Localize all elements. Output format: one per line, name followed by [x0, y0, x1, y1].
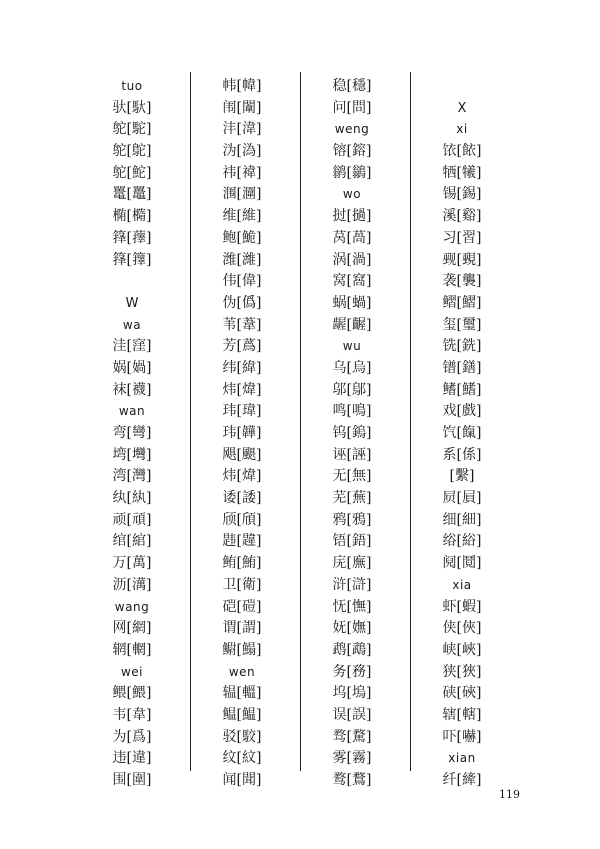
character-entry: 纬[緯]	[222, 359, 262, 376]
character-entry: 鳁[鰛]	[222, 706, 262, 723]
character-entry: 沥[澫]	[112, 576, 152, 593]
character-entry: 帏[幃]	[222, 78, 262, 94]
character-entry: 韦[韋]	[112, 706, 152, 723]
character-entry: 祎[褘]	[222, 164, 262, 181]
character-entry: 椭[橢]	[112, 208, 152, 225]
character-entry: 玮[瑋]	[222, 403, 262, 420]
character-entry: 颀[頎]	[222, 511, 262, 528]
character-entry: 涡[渦]	[332, 251, 372, 268]
character-entry: 辖[轄]	[442, 706, 482, 723]
character-entry: 芜[蕪]	[332, 490, 372, 507]
character-entry: 涠[潿]	[222, 186, 262, 203]
pinyin-heading: weng	[334, 122, 370, 137]
character-entry: 卫[衛]	[222, 576, 262, 593]
character-entry: 挝[撾]	[332, 208, 372, 225]
character-entry: 邬[鄔]	[332, 381, 372, 398]
character-entry: 吓[嚇]	[442, 728, 482, 745]
character-entry: 鼍[鼉]	[112, 186, 152, 203]
character-entry: 韪[韙]	[222, 533, 262, 550]
character-entry: 牺[犧]	[442, 164, 482, 181]
character-entry: 鸦[鴉]	[332, 511, 372, 528]
character-entry: 务[務]	[332, 663, 372, 680]
character-entry: 饻[餏]	[442, 143, 482, 160]
character-entry: 鹟[鶲]	[332, 164, 372, 181]
character-entry: 辒[轀]	[222, 685, 262, 702]
character-entry: 鳍[鰭]	[442, 381, 482, 398]
character-entry: 龌[齷]	[332, 316, 372, 333]
character-entry: 箨[籜]	[112, 251, 152, 268]
character-entry: 飓[颶]	[222, 446, 262, 463]
character-entry: 维[維]	[222, 208, 262, 225]
character-entry: 钨[鎢]	[332, 425, 372, 441]
pinyin-heading: xia	[452, 577, 472, 592]
character-entry: 乌[烏]	[332, 359, 372, 376]
character-entry: 稳[穩]	[332, 78, 372, 94]
character-entry: 镕[鎔]	[332, 143, 372, 160]
character-entry: 铣[銑]	[442, 338, 482, 355]
character-entry: 万[萬]	[112, 555, 152, 572]
pinyin-heading: wa	[122, 317, 142, 332]
character-entry: 鸣[鳴]	[332, 403, 372, 420]
character-entry: 鳚[鰨]	[222, 641, 262, 658]
character-entry: 硙[磑]	[222, 598, 262, 615]
character-entry: 细[細]	[442, 511, 482, 528]
character-entry: 伪[僞]	[222, 294, 262, 311]
character-entry: 袜[襪]	[112, 381, 152, 398]
section-letter: X	[457, 100, 467, 116]
spacer	[412, 76, 512, 98]
character-entry: 鸵[鮀]	[112, 164, 152, 181]
pinyin-heading: tuo	[121, 79, 143, 93]
character-entry: 绾[綰]	[112, 533, 152, 550]
pinyin-heading: wen	[228, 664, 256, 679]
character-entry: 谓[謂]	[222, 620, 262, 637]
pinyin-heading: wu	[342, 339, 362, 354]
character-entry: 塆[壪]	[112, 446, 152, 463]
character-entry: 玺[璽]	[442, 316, 482, 333]
character-entry: 雾[霧]	[332, 750, 372, 767]
character-entry: 鹉[鵡]	[332, 641, 372, 658]
character-entry: 无[無]	[332, 468, 372, 485]
character-entry: 问[問]	[332, 99, 372, 116]
character-entry: 闻[聞]	[222, 772, 262, 788]
character-entry: 袭[襲]	[442, 273, 482, 290]
character-entry: 系[係]	[442, 446, 482, 463]
character-entry: 溪[谿]	[442, 208, 482, 225]
character-entry: 习[習]	[442, 229, 482, 246]
character-entry: 妩[嫵]	[332, 620, 372, 637]
character-entry: 洼[窪]	[112, 338, 152, 355]
character-entry: [繫]	[449, 468, 475, 485]
character-entry: 鳛[鰼]	[442, 294, 482, 311]
character-entry: 镨[鐥]	[442, 359, 482, 376]
character-entry: 屃[屓]	[442, 490, 482, 507]
character-entry: 违[違]	[112, 750, 152, 767]
character-entry: 炜[煒]	[222, 381, 262, 398]
character-entry: 铻[鋙]	[332, 533, 372, 550]
character-entry: 鸵[駝]	[112, 121, 152, 138]
character-entry: 戏[戲]	[442, 403, 482, 420]
character-entry: 误[誤]	[332, 706, 372, 723]
character-entry: 侠[俠]	[442, 620, 482, 637]
character-entry: 驳[駮]	[222, 728, 262, 745]
character-entry: 弯[彎]	[112, 425, 152, 441]
character-entry: 纨[紈]	[112, 490, 152, 507]
column-divider	[410, 72, 411, 771]
character-entry: 玮[韡]	[222, 425, 262, 441]
character-entry: 虾[蝦]	[442, 598, 482, 615]
character-entry: 骛[騖]	[332, 728, 372, 745]
character-entry: 浒[滸]	[332, 576, 372, 593]
character-entry: 觋[覡]	[442, 251, 482, 268]
character-entry: 伟[偉]	[222, 273, 262, 290]
character-entry: 鹜[鶩]	[332, 772, 372, 788]
page-number: 119	[499, 788, 520, 801]
character-entry: 辋[輞]	[112, 641, 152, 658]
column-1	[82, 76, 182, 792]
character-entry: 沣[湋]	[222, 121, 262, 138]
character-entry: 闱[闈]	[222, 99, 262, 116]
character-entry: 鸵[鴕]	[112, 143, 152, 160]
character-entry: 驮[馱]	[112, 99, 152, 116]
character-entry: 纹[紋]	[222, 750, 262, 767]
pinyin-heading: wei	[120, 664, 144, 679]
character-entry: 狭[狹]	[442, 663, 482, 680]
column-3	[302, 76, 402, 792]
character-entry: 顽[頑]	[112, 511, 152, 528]
character-entry: 庑[廡]	[332, 555, 372, 572]
column-2	[192, 76, 292, 792]
character-entry: 诿[諉]	[222, 490, 262, 507]
character-entry: 箨[蘀]	[112, 229, 152, 246]
pinyin-heading: xi	[456, 122, 468, 137]
character-entry: 为[爲]	[112, 728, 152, 745]
character-entry: 蜗[蝸]	[332, 294, 372, 311]
character-entry: 纤[縴]	[442, 772, 482, 788]
character-entry: 潍[濰]	[222, 251, 262, 268]
column-4	[412, 76, 512, 792]
character-entry: 锡[錫]	[442, 186, 482, 203]
pinyin-heading: wang	[114, 599, 150, 614]
character-entry: 绤[綌]	[442, 533, 482, 550]
column-divider	[190, 72, 191, 771]
character-entry: 饩[餼]	[442, 425, 482, 441]
character-entry: 坞[塢]	[332, 685, 372, 702]
character-entry: 莴[萵]	[332, 229, 372, 246]
character-entry: 鳂[鰃]	[112, 685, 152, 702]
pinyin-heading: xian	[448, 751, 476, 766]
character-entry: 怃[憮]	[332, 598, 372, 615]
pinyin-heading: wo	[342, 187, 362, 202]
character-entry: 娲[媧]	[112, 359, 152, 376]
character-entry: 网[網]	[112, 620, 152, 637]
character-entry: 鲍[鮠]	[222, 229, 262, 246]
character-entry: 阋[鬩]	[442, 555, 482, 572]
pinyin-heading: wan	[118, 404, 146, 419]
spacer	[82, 271, 182, 293]
character-entry: 窝[窩]	[332, 273, 372, 290]
character-entry: 沩[溈]	[222, 143, 262, 160]
character-entry: 苇[葦]	[222, 316, 262, 333]
character-entry: 鲔[鮪]	[222, 555, 262, 572]
section-letter: W	[125, 295, 139, 311]
character-entry: 峡[峽]	[442, 641, 482, 658]
character-entry: 硖[硤]	[442, 685, 482, 702]
character-entry: 围[圍]	[112, 772, 152, 788]
character-entry: 湾[灣]	[112, 468, 152, 485]
character-entry: 炜[煒]	[222, 468, 262, 485]
character-entry: 芳[蔿]	[222, 338, 262, 355]
column-divider	[300, 72, 301, 771]
character-entry: 诬[誣]	[332, 446, 372, 463]
